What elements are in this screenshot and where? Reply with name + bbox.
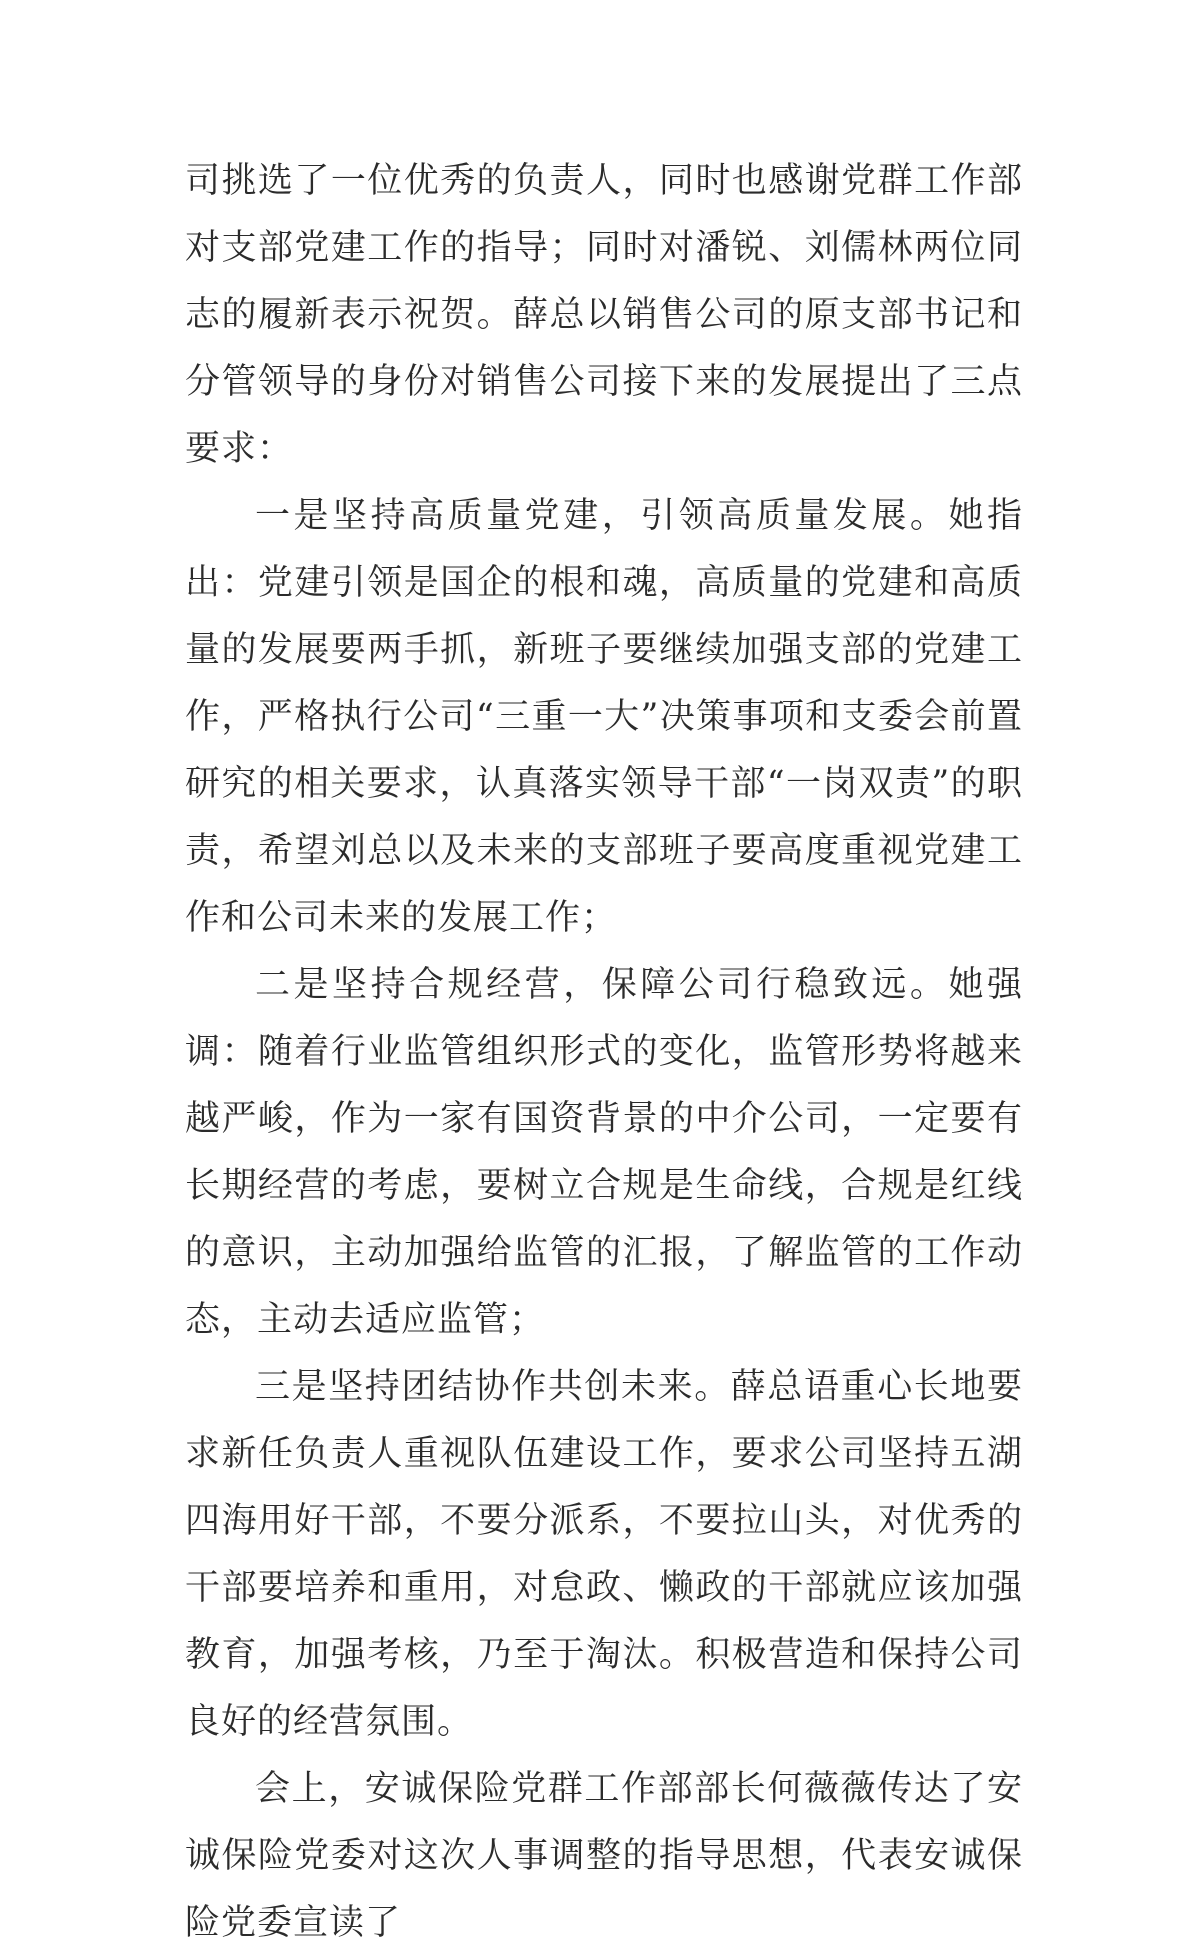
paragraph-requirement-two: 二是坚持合规经营，保障公司行稳致远。她强调：随着行业监管组织形式的变化，监管形势将越来越严峻，作为一家有国资背景的中介公司，一定要有长期经营的考虑，要树立合规是生命线，合规是红线的意识，主动加强给监管的汇报，了解监管的工作动态，主动去适应监管；	[185, 965, 1023, 1340]
paragraph-requirement-three: 三是坚持团结协作共创未来。薛总语重心长地要求新任负责人重视队伍建设工作，要求公司坚持五湖四海用好干部，不要分派系，不要拉山头，对优秀的干部要培养和重用，对怠政、懒政的干部就应该加强教育，加强考核，乃至于淘汰。积极营造和保持公司良好的经营氛围。	[185, 1367, 1023, 1742]
document-body	[185, 148, 1023, 1957]
paragraph-meeting: 会上，安诚保险党群工作部部长何薇薇传达了安诚保险党委对这次人事调整的指导思想，代表安诚保险党委宣读了	[185, 1769, 1023, 1943]
paragraph-continuation: 司挑选了一位优秀的负责人，同时也感谢党群工作部对支部党建工作的指导；同时对潘锐、刘儒林两位同志的履新表示祝贺。薛总以销售公司的原支部书记和分管领导的身份对销售公司接下来的发展提出了三点要求：	[185, 161, 1023, 469]
paragraph-requirement-one: 一是坚持高质量党建，引领高质量发展。她指出：党建引领是国企的根和魂，高质量的党建和高质量的发展要两手抓，新班子要继续加强支部的党建工作，严格执行公司“三重一大”决策事项和支委会前置研究的相关要求，认真落实领导干部“一岗双责”的职责，希望刘总以及未来的支部班子要高度重视党建工作和公司未来的发展工作；	[185, 496, 1023, 938]
